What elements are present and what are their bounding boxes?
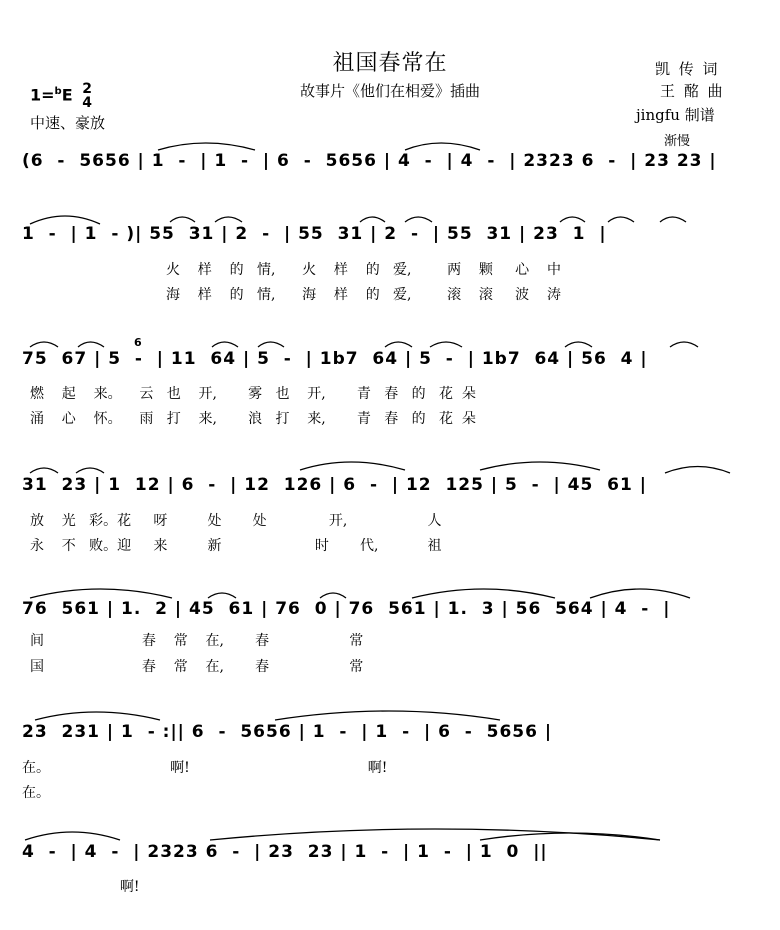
lyric-line-7: 啊!	[22, 879, 140, 895]
score-line-2: 1 - | 1 - )| 55 31 | 2 - | 55 31 | 2 - | 55 31 | 23 1 |	[22, 224, 607, 244]
lyric-line-4-verse-1: 放 光 彩。花 呀 处 处 开, 人	[30, 513, 442, 529]
score-line-1: (6 - 5656 | 1 - | 1 - | 6 - 5656 | 4 - | 4 - | 2323 6 - | 23 23 |	[22, 151, 717, 171]
key-signature	[30, 82, 92, 110]
time-top: 2	[82, 81, 92, 97]
lyric-line-5-verse-2: 国 春 常 在, 春 常	[30, 659, 364, 675]
score-line-6: 23 231 | 1 - :|| 6 - 5656 | 1 - | 1 - | 6 - 5656 |	[22, 722, 553, 742]
song-title: 祖国春常在	[332, 51, 448, 76]
score-line-3: 75 67 | 5 - | 11 64 | 5 - | 1b7 64 | 5 - | 1b7 64 | 56 4 |	[22, 349, 648, 369]
tempo-marking: 中速、豪放	[30, 114, 106, 132]
flat-sign: b	[54, 86, 62, 98]
lyric-line-3-verse-2: 涌 心 怀。 雨 打 来, 浪 打 来, 青 春 的 花 朵	[30, 411, 476, 427]
score-line-5: 76 561 | 1. 2 | 45 61 | 76 0 | 76 561 | 1. 3 | 56 564 | 4 - |	[22, 599, 671, 619]
lyric-line-5-verse-1: 间 春 常 在, 春 常	[30, 633, 364, 649]
lyric-line-6-verse-1: 在。 啊! 啊!	[22, 760, 388, 776]
lyricist-credit: 凯 传 词	[655, 60, 720, 78]
time-signature	[82, 82, 92, 110]
time-bottom: 4	[82, 95, 92, 111]
lyric-line-3-verse-1: 燃 起 来。 云 也 开, 雾 也 开, 青 春 的 花 朵	[30, 386, 476, 402]
key-note: E	[61, 85, 73, 105]
song-subtitle: 故事片《他们在相爱》插曲	[299, 82, 480, 100]
lyric-line-2-verse-1: 火 样 的 情, 火 样 的 爱, 两 颗 心 中	[166, 262, 561, 278]
lyric-line-2-verse-2: 海 样 的 情, 海 样 的 爱, 滚 滚 波 涛	[166, 287, 561, 303]
lyric-line-6-verse-2: 在。	[22, 785, 50, 801]
ritardando-marking: 渐慢	[664, 134, 691, 149]
score-line-4: 31 23 | 1 12 | 6 - | 12 126 | 6 - | 12 125 | 5 - | 45 61 |	[22, 475, 647, 495]
lyric-line-4-verse-2: 永 不 败。迎 来 新 时 代, 祖	[30, 538, 442, 554]
composer-credit: 王 酩 曲	[660, 82, 725, 100]
transcriber-credit: jingfu 制谱	[636, 106, 715, 124]
grace-note-marking: 6	[134, 336, 142, 349]
score-line-7: 4 - | 4 - | 2323 6 - | 23 23 | 1 - | 1 - | 1 0 ||	[22, 842, 548, 862]
key-prefix: 1=	[30, 85, 55, 105]
